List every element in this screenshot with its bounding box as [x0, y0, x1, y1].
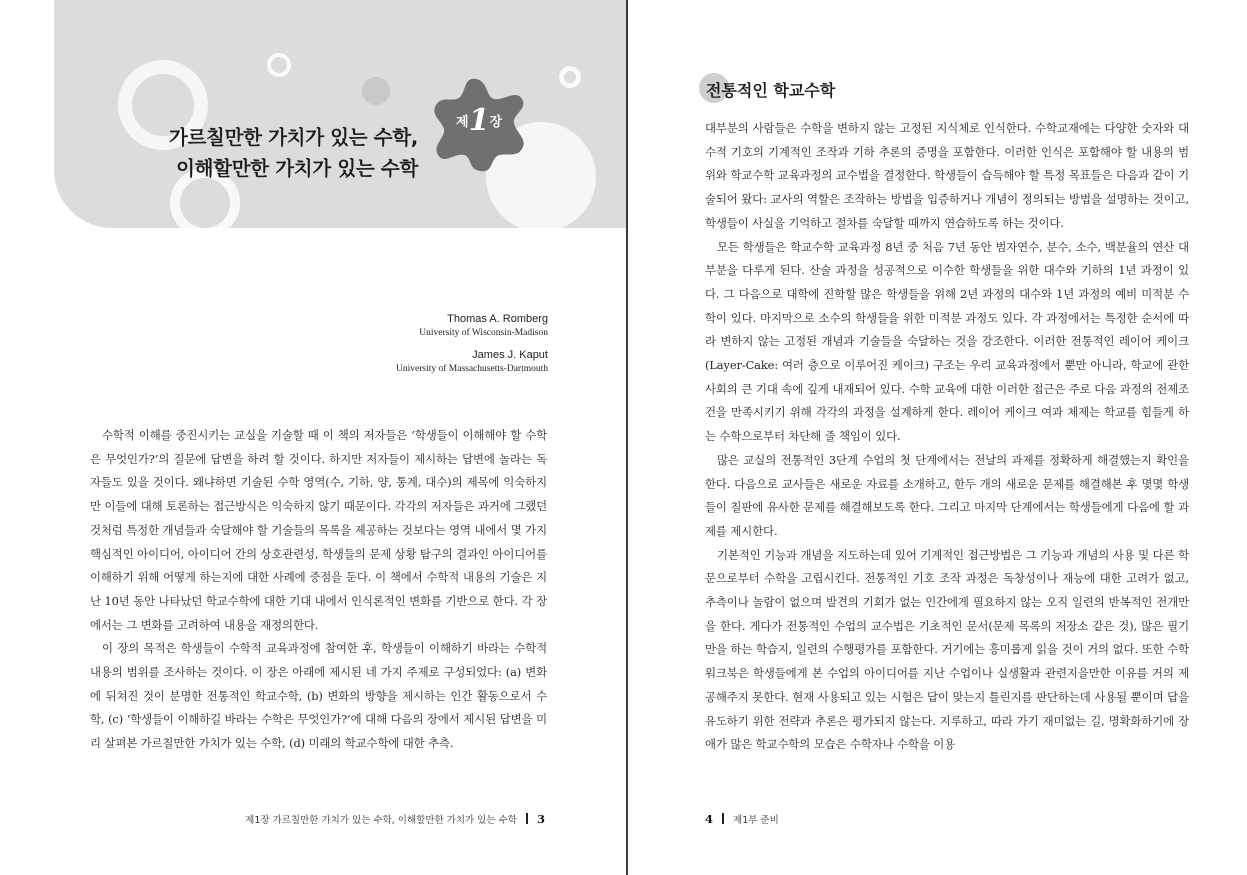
author-1	[419, 313, 548, 338]
paragraph: 수학적 이해를 중진시키는 교실을 기술할 때 이 책의 저자들은 ‘학생들이 이해해야 할 수학은 무엇인가?’의 질문에 답변을 하려 할 것이다. 하지만 저자들이 제시하는 답변에 놀라는 독자들도 있을 것이다. 왜냐하면 기술된 수학 영역(수, 기하, 양, 통계, 대수)의 제목에 익숙하지만 이들에 대해 토론하는 접근방식은 익숙하지 않기 때문이다. 각각의 저자들은 과거에 그랬던 것처럼 특정한 개념들과 숙달해야 할 기술들의 목록을 제공하는 것보다는 영역 내에서 몇 가지 핵심적인 아이디어, 아이디어 간의 상호관련성, 학생들의 문제 상황 탐구의 결과인 아이디어를 이해하기 위해 어떻게 하는지에 대한 사례에 중점을 둔다. 이 책에서 수학적 내용의 기술은 지난 10년 동안 나타났던 학교수학에 대한 기대 내에서 인식론적인 변화를 기반으로 한다. 각 장에서는 그 변화를 고려하여 내용을 재정의한다.	[90, 428, 547, 632]
chapter-intro-text	[90, 424, 547, 756]
chapter-header-band	[54, 0, 627, 228]
chapter-title-line: 이해할만한 가치가 있는 수학	[176, 157, 418, 180]
paragraph: 대부분의 사람들은 수학을 변하지 않는 고정된 지식체로 인식한다. 수학교재에는 다양한 숫자와 대수적 기호의 기계적인 조작과 기하 추론의 증명을 포함한다. 이러한 인식은 포함해야 할 내용의 범위와 학교수학 교육과정의 교수법을 결정한다. 학생들이 습득해야 할 특정 목표들은 다음과 같이 기술되어 왔다: 교사의 역할은 조작하는 방법을 입증하거나 개념이 정의되는 방법을 설명하는 것이고, 학생들이 사실을 기억하고 절차를 숙달할 때까지 연습하도록 하는 것이다.	[705, 121, 1189, 230]
book-spine-divider	[626, 0, 628, 875]
running-title: 제1장 가르칠만한 가치가 있는 수학, 이해할만한 가치가 있는 수학	[245, 815, 517, 826]
page-number: 3	[536, 812, 545, 826]
part-title: 제1부 준비	[733, 815, 779, 826]
left-page-footer	[245, 812, 545, 826]
chapter-title	[100, 122, 418, 184]
chapter-title-line: 가르칠만한 가치가 있는 수학,	[168, 126, 418, 149]
footer-separator	[526, 813, 528, 824]
chapter-number: 1	[468, 103, 490, 138]
author-affiliation: University of Wisconsin-Madison	[419, 328, 548, 338]
section-body-text	[705, 117, 1189, 757]
chapter-prefix: 제	[456, 115, 469, 130]
right-page	[629, 0, 1247, 875]
chapter-number-badge	[430, 75, 528, 173]
decorative-ring	[559, 66, 581, 88]
section-heading	[703, 75, 836, 105]
footer-separator	[722, 813, 724, 824]
section-title: 전통적인 학교수학	[706, 81, 836, 100]
paragraph: 모든 학생들은 학교수학 교육과정 8년 중 처음 7년 동안 범자연수, 분수, 소수, 백분율의 연산 대부분을 다루게 된다. 산술 과정을 성공적으로 이수한 학생들을 위한 대수와 기하의 1년 과정이 있다. 그 다음으로 대학에 진학할 많은 학생들을 위해 2년 과정의 대수와 1년 과정의 예비 미적분 수학이 있다. 마지막으로 소수의 학생들을 위한 미적분 과정도 있다. 각 과정에서는 특정한 순서에 따라 변하지 않는 고정된 개념과 기술들을 숙달하는 것을 강조한다. 이러한 전통적인 레이어 케이크(Layer-Cake: 여러 층으로 이루어진 케이크) 구조는 우리 교육과정에서 뿐만 아니라, 학교에 관한 사회의 큰 기대 속에 깊게 내재되어 있다. 수학 교육에 대한 이러한 접근은 주로 다음 과정의 전제조건을 만족시키기 위해 각각의 과정을 설계하게 한다. 레이어 케이크 여과 체제는 학교를 힘들게 하는 수학으로부터 차단해 줄 책임이 있다.	[705, 239, 1189, 444]
paragraph: 기본적인 기능과 개념을 지도하는데 있어 기계적인 접근방법은 그 기능과 개념의 사용 및 다른 학문으로부터 수학을 고립시킨다. 전통적인 기호 조작 과정은 독창성이나 재능에 대한 고려가 없고, 추측이나 놀람이 없으며 발견의 기회가 없는 인간에게 필요하지 않는 오직 일련의 반복적인 전개만을 한다. 게다가 전통적인 수업의 교수법은 기초적인 문서(문제 목록의 저장소 같은 것), 많은 필기만을 하는 학습지, 일련의 수행평가를 포함한다. 거기에는 흥미롭게 읽을 것이 거의 없다. 또한 수학 워크북은 학생들에게 본 수업의 아이디어를 지난 수업이나 실생활과 관련지을만한 이유를 거의 제공해주지 못한다. 현재 사용되고 있는 시험은 답이 맞는지 틀린지를 판단하는데 사용될 뿐이며 답을 유도하기 위한 전략과 추론은 평가되지 않는다. 지루하고, 따라 가기 재미없는 길, 명확화하기에 장애가 많은 학교수학의 모습은 수학자나 수학을 이용	[705, 547, 1189, 752]
paragraph: 많은 교실의 전통적인 3단계 수업의 첫 단계에서는 전날의 과제를 정확하게 해결했는지 확인을 한다. 다음으로 교사들은 새로운 자료를 소개하고, 한두 개의 새로운 문제를 해결해본 후 몇몇 학생들이 칠판에 유사한 문제를 해결해보도록 한다. 그리고 마지막 단계에서는 학생들에게 다음에 할 과제를 제시한다.	[705, 452, 1189, 538]
right-page-footer	[705, 812, 779, 826]
paragraph: 이 장의 목적은 학생들이 수학적 교육과정에 참여한 후, 학생들이 이해하기 바라는 수학적 내용의 범위를 조사하는 것이다. 이 장은 아래에 제시된 네 가지 주제로 구성되었다: (a) 변화에 뒤쳐진 것이 분명한 전통적인 학교수학, (b) 변화의 방향을 제시하는 인간 활동으로서 수학, (c) ‘학생들이 이해하길 바라는 수학은 무엇인가?’에 대해 다음의 장에서 제시된 답변을 미리 살펴본 가르칠만한 가치가 있는 수학, (d) 미래의 학교수학에 대한 추측.	[90, 641, 547, 751]
author-affiliation: University of Massachusetts-Dartmouth	[396, 364, 548, 374]
author-name: Thomas A. Romberg	[447, 313, 548, 325]
decorative-ring	[267, 53, 291, 77]
chapter-number-label	[430, 103, 528, 138]
decorative-dot	[362, 77, 390, 105]
author-name: James J. Kaput	[472, 349, 548, 361]
chapter-suffix: 장	[489, 115, 502, 130]
page-number: 4	[705, 812, 714, 826]
author-2	[396, 349, 548, 374]
